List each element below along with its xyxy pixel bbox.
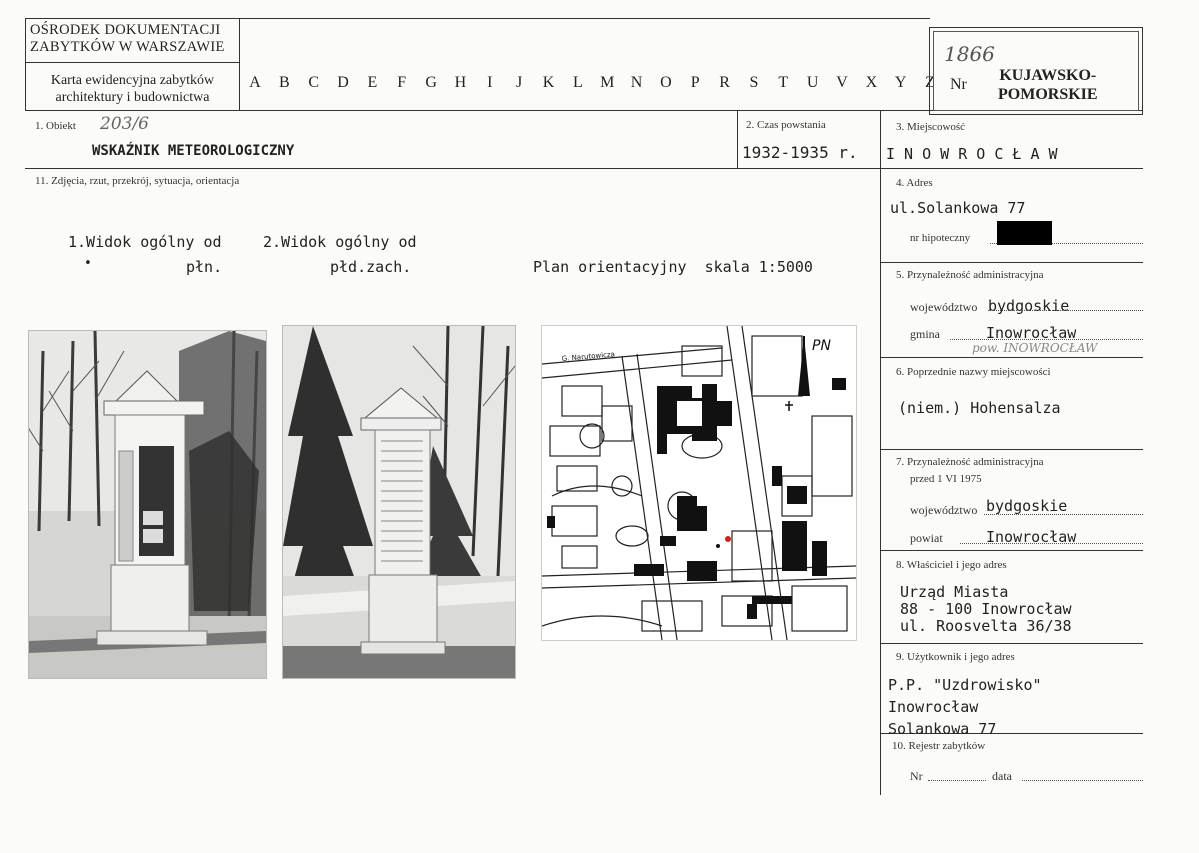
alphabet-letter: T: [778, 74, 789, 91]
miejscowosc-label: 3. Miejscowość: [896, 121, 966, 133]
alphabet-letter: M: [600, 74, 615, 91]
photo-north-view: [28, 330, 267, 679]
card-type-line1: Karta ewidencyjna zabytków: [50, 73, 215, 88]
alphabet-letter: R: [719, 74, 730, 91]
alphabet-letter: C: [308, 74, 320, 91]
przynaleznosc-hand-note: pow. INOWROCŁAW: [972, 341, 1098, 355]
nr-handwritten: 1866: [944, 42, 995, 66]
obiekt-hand-number: 203/6: [100, 114, 149, 134]
wlasciciel-label: 8. Właściciel i jego adres: [896, 559, 1007, 571]
alphabet-letter: E: [367, 74, 378, 91]
adres-label: 4. Adres: [896, 177, 933, 189]
uzytkownik-label: 9. Użytkownik i jego adres: [896, 651, 1015, 663]
uzytkownik-line2: Inowrocław: [888, 698, 979, 716]
miejscowosc-value: I N O W R O C Ł A W: [886, 145, 1058, 163]
przynaleznosc-1975-woj-label: województwo: [910, 503, 978, 517]
przynaleznosc-label: 5. Przynależność administracyjna: [896, 269, 1044, 281]
alphabet-letter: I: [487, 74, 493, 91]
alphabet-letter: O: [660, 74, 672, 91]
hipoteczny-label: nr hipoteczny: [910, 232, 971, 244]
alphabet-letter: H: [454, 74, 467, 91]
alphabet-letter: K: [542, 74, 555, 91]
wlasciciel-line3: ul. Roosvelta 36/38: [900, 617, 1072, 635]
alphabet-letter: V: [836, 74, 848, 91]
alphabet-letter: B: [279, 74, 290, 91]
alphabet-letter: P: [690, 74, 700, 91]
card-type-line2: architektury i budownictwa: [55, 90, 210, 105]
caption1-mark: •: [84, 256, 92, 271]
caption1-line1: 1.Widok ogólny od: [68, 233, 222, 251]
card-type: [30, 72, 235, 106]
przynaleznosc-1975-sub: przed 1 VI 1975: [910, 473, 982, 485]
obiekt-value: WSKAŹNIK METEOROLOGICZNY: [92, 143, 295, 159]
alphabet-letter: Y: [894, 74, 907, 91]
zdjecia-label: 11. Zdjęcia, rzut, przekrój, sytuacja, orientacja: [35, 175, 240, 187]
alphabet-letter: Z: [925, 74, 935, 91]
obiekt-label: 1. Obiekt: [35, 120, 76, 132]
alphabet-letter: D: [337, 74, 349, 91]
rejestr-nr-label: Nr: [910, 769, 923, 783]
przynaleznosc-gmina-label: gmina: [910, 327, 940, 341]
region-line1: KUJAWSKO-: [999, 67, 1097, 84]
caption1-line2: płn.: [186, 258, 223, 276]
adres-value: ul.Solankowa 77: [890, 199, 1026, 217]
rejestr-label: 10. Rejestr zabytków: [892, 740, 986, 752]
region: [998, 66, 1098, 104]
institution-line1: OŚRODEK DOKUMENTACJI: [30, 22, 221, 38]
alphabet-letter: U: [806, 74, 819, 91]
alphabet-letter: S: [749, 74, 759, 91]
wlasciciel-address: [900, 584, 1072, 635]
uzytkownik-line1: P.P. "Uzdrowisko": [888, 676, 1042, 694]
uzytkownik-line3: Solankowa 77: [888, 720, 997, 738]
alphabet-letter: L: [572, 74, 583, 91]
caption2-line1: 2.Widok ogólny od: [263, 233, 417, 251]
uzytkownik-address: [888, 674, 1042, 740]
wlasciciel-line2: 88 - 100 Inowrocław: [900, 600, 1072, 618]
alphabet-letter: J: [516, 74, 523, 91]
przynaleznosc-1975-powiat-value: Inowrocław: [986, 528, 1077, 546]
czas-value: 1932-1935 r.: [742, 143, 858, 162]
caption2-line2: płd.zach.: [330, 258, 412, 276]
wlasciciel-line1: Urząd Miasta: [900, 583, 1009, 601]
photo-southwest-view: [282, 325, 516, 679]
nr-label: Nr: [950, 76, 967, 93]
map-street-label: G. Narutowicza: [561, 350, 616, 363]
map-north-label: PN: [812, 338, 831, 354]
poprzednie-value: (niem.) Hohensalza: [898, 399, 1061, 417]
region-line2: POMORSKIE: [998, 86, 1098, 103]
poprzednie-label: 6. Poprzednie nazwy miejscowości: [896, 366, 1051, 378]
institution-line2: ZABYTKÓW W WARSZAWIE: [30, 39, 225, 55]
caption3: Plan orientacyjny skala 1:5000: [533, 258, 813, 276]
przynaleznosc-woj-label: województwo: [910, 300, 978, 314]
przynaleznosc-gmina-value: Inowrocław: [986, 324, 1077, 342]
alphabet-letter: X: [865, 74, 878, 91]
alphabet-letter: G: [425, 74, 437, 91]
institution-name: [30, 22, 225, 56]
przynaleznosc-1975-woj-value: bydgoskie: [986, 497, 1068, 515]
nr-box: [929, 27, 1143, 115]
czas-label: 2. Czas powstania: [746, 119, 826, 131]
alphabet-letter: N: [630, 74, 643, 91]
alphabet-letter: A: [249, 74, 261, 91]
orientation-map: [541, 325, 857, 641]
alphabet-letter: F: [397, 74, 407, 91]
rejestr-data-label: data: [992, 769, 1012, 783]
przynaleznosc-woj-value: bydgoskie: [988, 297, 1070, 315]
redaction-block: [997, 221, 1052, 245]
przynaleznosc-1975-label: 7. Przynależność administracyjna: [896, 456, 1044, 468]
przynaleznosc-1975-powiat-label: powiat: [910, 531, 943, 545]
